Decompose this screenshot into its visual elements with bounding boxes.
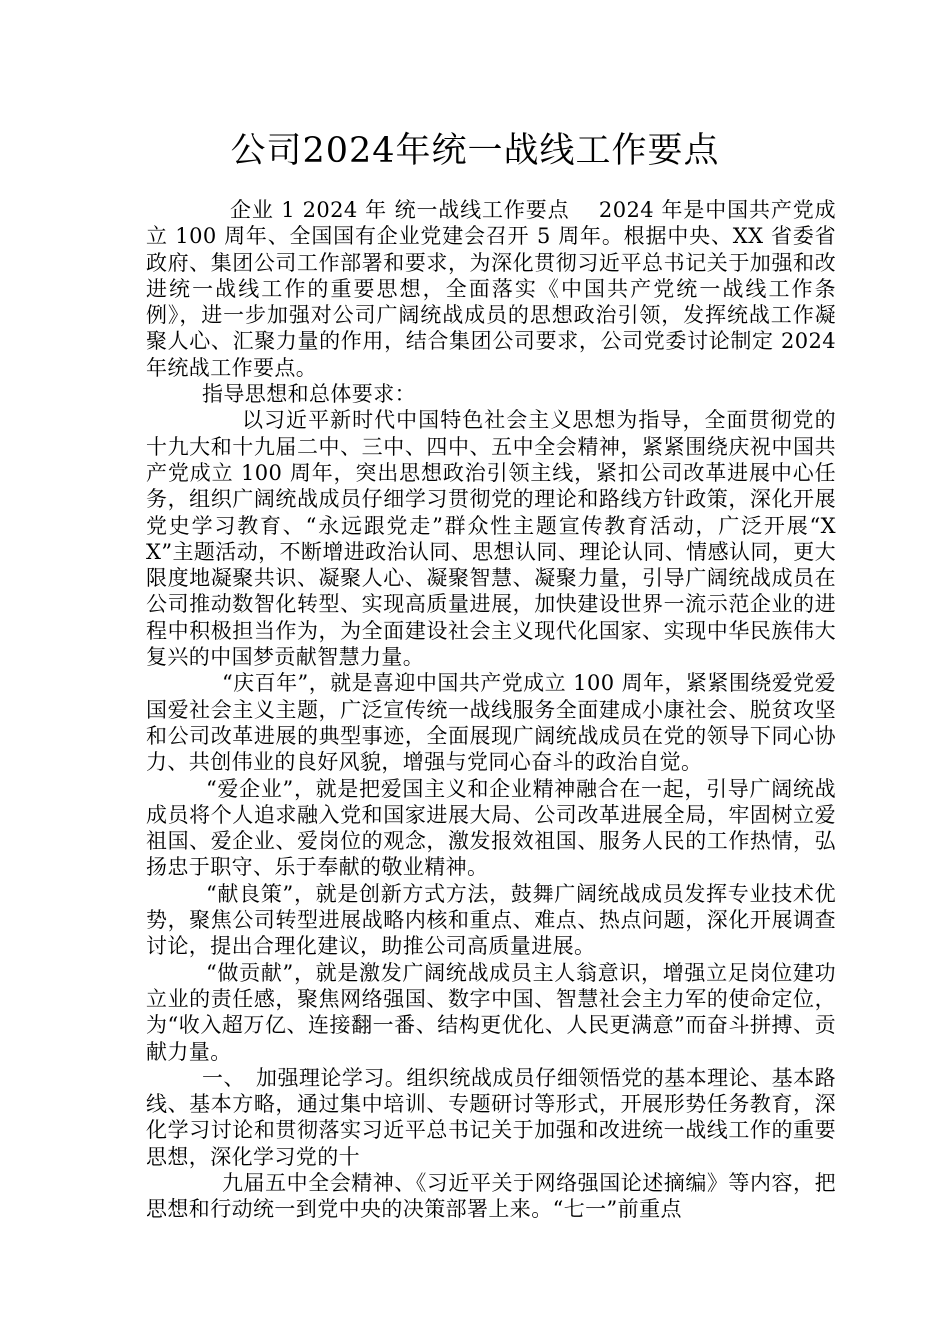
document-title: 公司2024年统一战线工作要点	[230, 131, 720, 171]
section-one-paragraph: 一、 加强理论学习。组织统战成员仔细领悟党的基本理论、基本路线、基本方略，通过集中培训、专题研讨等形式，开展形势任务教育，深化学习讨论和贯彻落实习近平总书记关于加强和改进统一战线工作的重要思想，深化学习党的十	[146, 1065, 836, 1169]
xian-liang-ce-paragraph: “献良策”，就是创新方式方法，鼓舞广阔统战成员发挥专业技术优势，聚焦公司转型进展战略内核和重点、难点、热点问题，深化开展调查讨论，提出合理化建议，助推公司高质量进展。	[146, 881, 836, 959]
guiding-thought-paragraph: 以习近平新时代中国特色社会主义思想为指导，全面贯彻党的十九大和十九届二中、三中、四中、五中全会精神，紧紧围绕庆祝中国共产党成立 100 周年，突出思想政治引领主线，紧扣公司改革进展中心任务，组织广阔统战成员仔细学习贯彻党的理论和路线方针政策，深化开展党史学习教育、“永远跟党走”群众性主题宣传教育活动，广泛开展“XX”主题活动，不断增进政治认同、思想认同、理论认同、情感认同，更大限度地凝聚共识、凝聚人心、凝聚智慧、凝聚力量，引导广阔统战成员在公司推动数智化转型、实现高质量进展，加快建设世界一流示范企业的进程中积极担当作为，为全面建设社会主义现代化国家、实现中华民族伟大复兴的中国梦贡献智慧力量。	[146, 408, 836, 670]
zuo-gong-xian-paragraph: “做贡献”，就是激发广阔统战成员主人翁意识，增强立足岗位建功立业的责任感，聚焦网络强国、数字中国、智慧社会主力军的使命定位，为“收入超万亿、连接翻一番、结构更优化、人民更满意”而奋斗拼搏、贡献力量。	[146, 960, 836, 1064]
ai-qi-ye-paragraph: “爱企业”，就是把爱国主义和企业精神融合在一起，引导广阔统战成员将个人追求融入党和国家进展大局、公司改革进展全局，牢固树立爱祖国、爱企业、爱岗位的观念，激发报效祖国、服务人民的工作热情，弘扬忠于职守、乐于奉献的敬业精神。	[146, 776, 836, 880]
intro-paragraph: 企业 1 2024 年 统一战线工作要点 2024 年是中国共产党成立 100 周年、全国国有企业党建会召开 5 周年。根据中央、XX 省委省政府、集团公司工作部署和要求，为深化贯彻习近平总书记关于加强和改进统一战线工作的重要思想，全面落实《中国共产党统一战线工作条例》，进一步加强对公司广阔统战成员的思想政治引领，发挥统战工作凝聚人心、汇聚力量的作用，结合集团公司要求，公司党委讨论制定 2024 年统战工作要点。	[146, 198, 836, 380]
qing-bai-nian-paragraph: “庆百年”，就是喜迎中国共产党成立 100 周年，紧紧围绕爱党爱国爱社会主义主题，广泛宣传统一战线服务全面建成小康社会、脱贫攻坚和公司改革进展的典型事迹，全面展现广阔统战成员在党的领导下同心协力、共创伟业的良好风貌，增强与党同心奋斗的政治自觉。	[146, 671, 836, 775]
section-heading-guiding-thought: 指导思想和总体要求：	[202, 382, 416, 407]
document-body	[146, 197, 836, 1223]
section-one-continued-paragraph: 九届五中全会精神、《习近平关于网络强国论述摘编》等内容，把思想和行动统一到党中央的决策部署上来。“七一”前重点	[146, 1170, 836, 1222]
